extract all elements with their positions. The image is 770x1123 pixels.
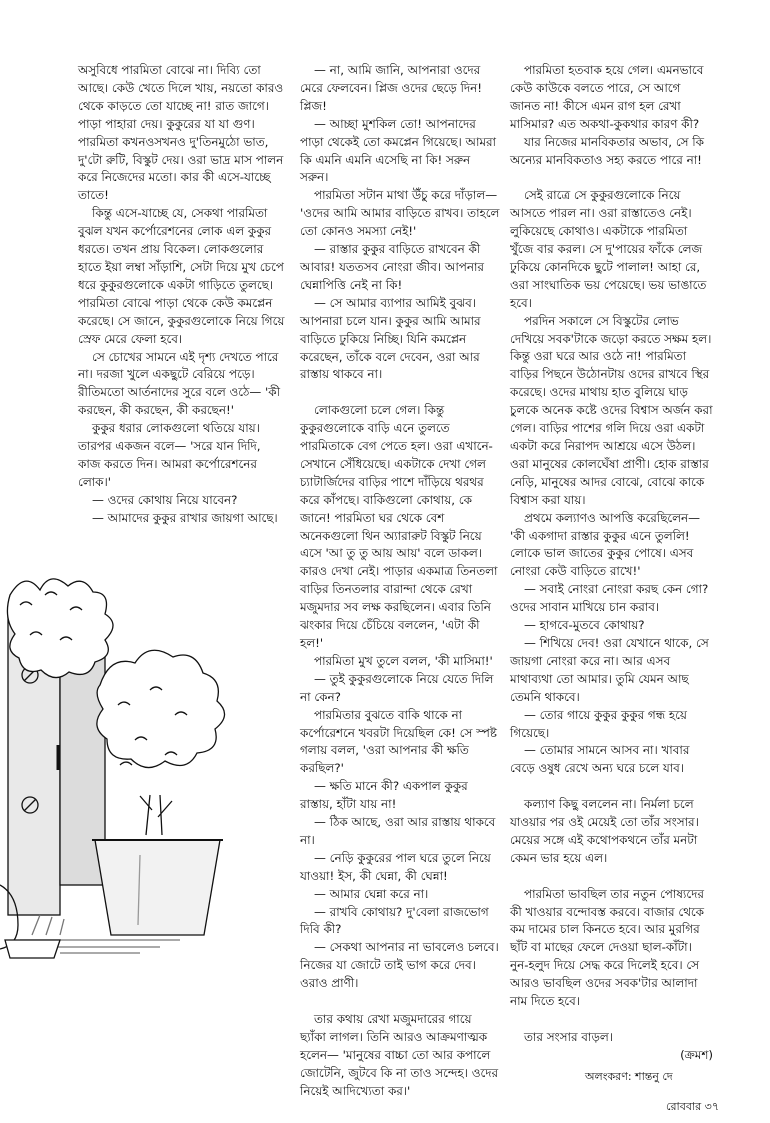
paragraph: কিন্তু এসে-যাচ্ছে যে, সেকথা পারমিতা বুঝল যখন কর্পোরেশনের লোক এল কুকুর ধরতে। তখন প্রায় বিকেল। লোকগুলোর হাতে ইয়া লম্বা সাঁড়াশি, সেটা দিয়ে মুখ চেপে ধরে কুকুরগুলোকে একটা গাড়িতে তুলছে। পারমিতা বোঝে পাড়া থেকে কেউ কমপ্লেন করেছে। সে জানে, কুকুরগুলোকে নিয়ে গিয়ে স্রেফ মেরে ফেলা হবে। xyxy=(78,206,285,346)
paragraph: — শিখিয়ে দেব! ওরা যেখানে থাকে, সে জায়গা নোংরা করে না। আর এসব মাথাব্যথা তো আমার। তুমি যেমন আছ তেমনি থাকবে। xyxy=(510,635,709,704)
paragraph: যার নিজের মানবিকতার অভাব, সে কি অন্যের মানবিকতাও সহ্য করতে পারে না! xyxy=(510,134,704,167)
paragraph: — ক্ষতি মানে কী? একপাল কুকুর রাস্তায়, হাঁটা যায় না! xyxy=(300,779,468,812)
paragraph: পারমিতা সটান মাথা উঁচু করে দাঁড়াল— 'ওদের আমি আমার বাড়িতে রাখব। তাহলে তো কোনও সমস্যা নেই!' xyxy=(300,188,500,239)
paragraph: তার কথায় রেখা মজুমদারের গায়ে ছ্যাঁকা লাগল। তিনি আরও আক্রমণাত্মক হলেন— 'মানুষের বাচ্চা তো আর কপালে জোটেনি, জুটবে কি না তাও সন্দেহ। ওদের নিয়েই আদিখ্যেতা কর।' xyxy=(300,1012,499,1098)
paragraph: সেই রাত্রে সে কুকুরগুলোকে নিয়ে আসতে পারল না। ওরা রাস্তাতেও নেই। লুকিয়েছে কোথাও। একটাকে পারমিতা খুঁজে বার করল। সে দু'পায়ের ফাঁকে লেজ ঢুকিয়ে কোনদিকে ছুটে পালাল! আহা রে, ওরা সাংঘাতিক ভয় পেয়েছে। ভয় ভাঙাতে হবে। xyxy=(510,188,707,310)
paragraph: — না, আমি জানি, আপনারা ওদের মেরে ফেলবেন। প্লিজ ওদের ছেড়ে দিন! প্লিজ! xyxy=(300,63,483,113)
paragraph: — আমার ঘেন্না করে না। xyxy=(314,886,429,901)
to-be-continued: (ক্রমশ) xyxy=(680,1047,713,1062)
paragraph: — রাস্তার কুকুর বাড়িতে রাখবেন কী আবার! যততসব নোংরা জীব। আপনার ঘেন্নাপিত্তি নেই না কি! xyxy=(300,242,484,292)
paragraph: লোকগুলো চলে গেল। কিন্তু কুকুরগুলোকে বাড়ি এনে তুলতে পারমিতাকে বেগ পেতে হল। ওরা এখানে-সেখানে সেঁধিয়েছে। একটাকে দেখা গেল চ্যাটার্জিদের বাড়ির পাশে দাঁড়িয়ে থরথর করে কাঁপছে। বাকিগুলো কোথায়, কে জানে! পারমিতা ঘর থেকে বেশ অনেকগুলো থিন অ্যারারুট বিস্কুট নিয়ে এসে 'আ তু তু আয় আয়' বলে ডাকল। কারও দেখা নেই। পাড়ার একমাত্র তিনতলা বাড়ির তিনতলার বারান্দা থেকে রেখা মজুমদার সব লক্ষ করছিলেন। এবার তিনি ঝংকার দিয়ে চেঁচিয়ে বললেন, 'এটা কী হল!' xyxy=(300,403,498,650)
paragraph: — আমাদের কুকুর রাখার জায়গা আছে। xyxy=(92,510,278,525)
illustration-credit: অলংকরণ: শান্তনু দে xyxy=(585,1070,673,1083)
paragraph: — রাখবি কোথায়? দু'বেলা রাজভোগ দিবি কী? xyxy=(300,904,489,937)
text-column-3 xyxy=(510,62,713,1065)
paragraph: — তুই কুকুরগুলোকে নিয়ে যেতে দিলি না কেন? xyxy=(300,671,494,704)
paragraph: সে চোখের সামনে এই দৃশ্য দেখতে পারে না। দরজা খুলে একছুটে বেরিয়ে পড়ে। রীতিমতো আর্তনাদের সুরে বলে ওঠে— 'কী করছেন, কী করছেন, কী করছেন!' xyxy=(78,349,281,418)
plant-illustration xyxy=(0,555,285,965)
paragraph: — ঠিক আছে, ওরা আর রাস্তায় থাকবে না। xyxy=(300,815,496,847)
text-column-1 xyxy=(78,62,286,528)
page-folio: রোববার ৩৭ xyxy=(666,1100,719,1113)
paragraph: পারমিতা হতবাক হয়ে গেল। এমনভাবে কেউ কাউকে বলতে পারে, সে আগে জানত না! কীসে এমন রাগ হল রেখা মাসিমার? এত অকথা-কুকথার কারণ কী? xyxy=(510,63,704,131)
paragraph: — তোমার সামনে আসব না। খাবার বেড়ে ওষুধ রেখে অন্য ঘরে চলে যাব। xyxy=(510,743,690,776)
paragraph: — সেকথা আপনার না ভাবলেও চলবে। নিজের যা জোটে তাই ভাগ করে দেব। ওরাও প্রাণী। xyxy=(300,940,499,991)
paragraph: পরদিন সকালে সে বিস্কুটের লোভ দেখিয়ে সবক'টাকে জড়ো করতে সক্ষম হল। কিন্তু ওরা ঘরে আর ওঠে না! পারমিতা বাড়ির পিছনে উঠোনটায় ওদের রাখবে স্থির করেছে। ওদের মাথায় হাত বুলিয়ে ঘাড় চুলকে অনেক কষ্টে ওদের বিশ্বাস অর্জন করা গেল। বাড়ির পাশের গলি দিয়ে ওরা একটা একটা করে নিরাপদ আশ্রয়ে এসে উঠল। ওরা মানুষের কোলঘেঁষা প্রাণী। হোক রাস্তার নেড়ি, মানুষের আদর বোঝে, বোঝে কাকে বিশ্বাস করা যায়। xyxy=(510,313,713,507)
paragraph: অসুবিধে পারমিতা বোঝে না। দিব্যি তো আছে। কেউ খেতে দিলে খায়, নয়তো কারও থেকে কাড়তে তো যাচ্ছে না! রাত জাগে। পাড়া পাহারা দেয়। কুকুরের যা যা গুণ। পারমিতা কখনওসখনও দু'তিনমুঠো ভাত, দু'টো রুটি, বিস্কুট দেয়। ওরা ভাদ্র মাস পালন করে নিজেদের মতো। কার কী এসে-যাচ্ছে তাতে! xyxy=(78,63,284,203)
paragraph: পারমিতার বুঝতে বাকি থাকে না কর্পোরেশনে খবরটা দিয়েছিল কে! সে স্পষ্ট গলায় বলল, 'ওরা আপনার কী ক্ষতি করছিল?' xyxy=(300,707,497,776)
paragraph: কুকুর ধরার লোকগুলো থতিয়ে যায়। তারপর একজন বলে— 'সরে যান দিদি, কাজ করতে দিন। আমরা কর্পোরেশনের লোক।' xyxy=(78,421,261,489)
paragraph: তার সংসার বাড়ল। xyxy=(524,1029,613,1044)
paragraph: — আচ্ছা মুশকিল তো! আপনাদের পাড়া থেকেই তো কমপ্লেন গিয়েছে। আমরা কি এমনি এমনি এসেছি না কি! সরুন সরুন। xyxy=(300,116,496,185)
paragraph: — সে আমার ব্যাপার আমিই বুঝব। আপনারা চলে যান। কুকুর আমি আমার বাড়িতে ঢুকিয়ে নিচ্ছি। যিনি কমপ্লেন করেছেন, তাঁকে বলে দেবেন, ওরা আর রাস্তায় থাকবে না। xyxy=(300,295,481,382)
paragraph: প্রথমে কল্যাণও আপত্তি করেছিলেন— 'কী একগাদা রাস্তার কুকুর এনে তুললি! লোকে ভাল জাতের কুকুর পোষে। এসব নোংরা কেউ বাড়িতে রাখে!' xyxy=(510,510,701,579)
text-column-2 xyxy=(300,62,500,1101)
paragraph: — সবাই নোংরা নোংরা করছ কেন গো? ওদের সাবান মাখিয়ে চান করাব। xyxy=(510,582,709,615)
paragraph: কল্যাণ কিছু বললেন না। নির্মলা চলে যাওয়ার পর ওই মেয়েই তো তাঁর সংসার। মেয়ের সঙ্গে এই কথোপকথনে তাঁর মনটা কেমন ভার হয়ে এল। xyxy=(510,797,699,865)
paragraph: — ওদের কোথায় নিয়ে যাবেন? xyxy=(92,492,238,507)
paragraph: — তোর গায়ে কুকুর কুকুর গন্ধ হয়ে গিয়েছে। xyxy=(510,707,687,740)
paragraph: পারমিতা ভাবছিল তার নতুন পোষ্যদের কী খাওয়ার বন্দোবস্ত করবে। বাজার থেকে কম দামের চাল কিনতে হবে। আর মুরগির ছাঁট বা মাছের ফেলে দেওয়া ছাল-কাঁটা। নুন-হলুদ দিয়ে সেদ্ধ করে দিলেই হবে। সে আরও ভাবছিল ওদের সবক'টার আলাদা নাম দিতে হবে। xyxy=(510,886,704,1009)
paragraph: — নেড়ি কুকুরের পাল ঘরে তুলে নিয়ে যাওয়া! ইস, কী ঘেন্না, কী ঘেন্না! xyxy=(300,850,491,883)
paragraph: পারমিতা মুখ তুলে বলল, 'কী মাসিমা!' xyxy=(314,653,493,668)
paragraph: — হাগবে-মুতবে কোথায়? xyxy=(524,618,645,633)
